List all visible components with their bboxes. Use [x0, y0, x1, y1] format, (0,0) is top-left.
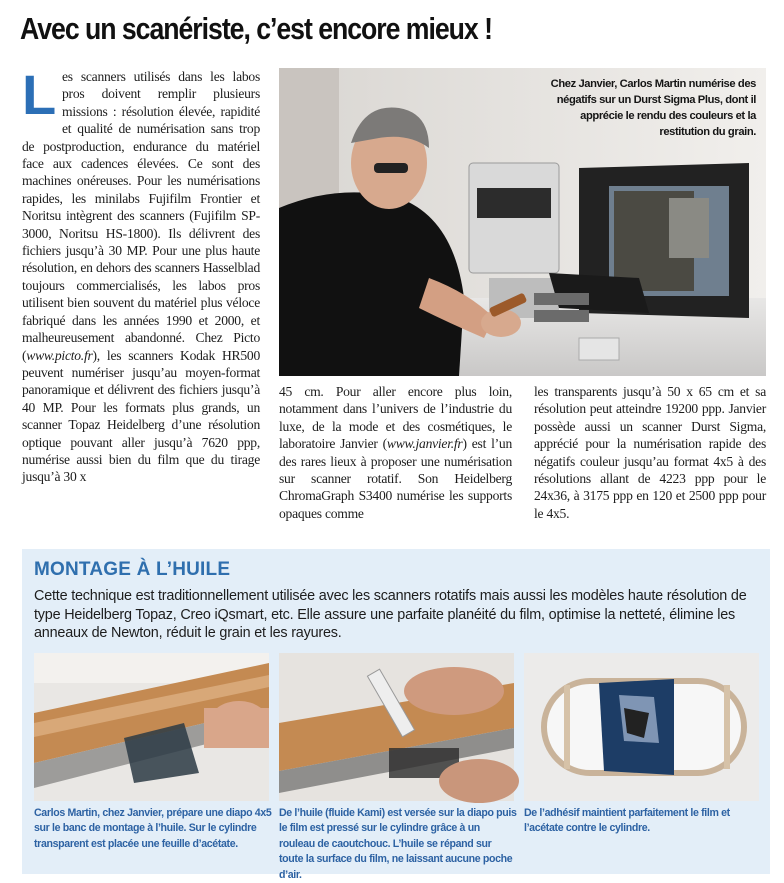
sidebar-caption-3: De l’adhésif maintient parfaitement le film et l’acétate contre le cylindre.	[524, 807, 730, 835]
mounting-bench-illustration	[34, 653, 269, 801]
article-column-2	[279, 383, 512, 522]
drop-cap: L	[22, 63, 56, 126]
column-2-text-after: ) est l’un des rares lieux à proposer une numérisation sur scanner rotatif. Son Heidelberg ChromaGraph S3400 numérise les supports opaques comme	[279, 436, 512, 521]
sidebar-caption-2: De l’huile (fluide Kami) est versée sur la diapo puis le film est pressé sur le cylindre grâce à un rouleau de caoutchouc. L’huile se répand sur toute la surface du film, ne laissant aucune poche d’air.	[279, 807, 517, 881]
sidebar-title: MONTAGE À L’HUILE	[34, 559, 231, 580]
picto-link[interactable]: www.picto.fr	[26, 347, 93, 363]
sidebar-photo-2	[279, 653, 514, 801]
column-3-text: les transparents jusqu’à 50 x 65 cm et sa résolution peut atteindre 19200 ppp. Janvier possède aussi un scanner Durst Sigma, apprécié pour la numérisation rapide des négatifs couleur jusqu’au format 4x5 à des résolutions allant de 4223 ppp pour le 24x36, à 3175 ppp en 120 et 2500 ppp pour le 4x5.	[534, 384, 766, 521]
sidebar-photo-1	[34, 653, 269, 801]
article-column-3	[534, 383, 766, 522]
sidebar-text: Cette technique est traditionnellement utilisée avec les scanners rotatifs mais aussi les modèles haute résolution de type Heidelberg Topaz, Creo iQsmart, etc. Elle assure une parfaite planéité du film, optimise la netteté, élimine les anneaux de Newton, réduit le grain et les rayures.	[34, 588, 747, 642]
janvier-link[interactable]: www.janvier.fr	[386, 436, 463, 452]
column-1-text-after: ), les scanners Kodak HR500 peuvent numériser jusqu’au moyen-format panoramique et délivrent des fichiers jusqu’à 40 MP. Pour les formats plus grands, un scanner Topaz Heidelberg d’une résolution optique pouvant aller jusqu’à 7620 ppp, numérise aussi bien du film que du tirage jusqu’à 30 x	[22, 347, 260, 485]
oil-mounting-sidebar	[22, 549, 770, 881]
oil-pouring-illustration	[279, 653, 514, 801]
cylinder-illustration	[524, 653, 759, 801]
sidebar-photo-3	[524, 653, 759, 801]
main-photo-caption: Chez Janvier, Carlos Martin numérise des négatifs sur un Durst Sigma Plus, dont il apprécie le rendu des couleurs et la restitution du grain.	[550, 78, 756, 138]
article-column-1	[22, 63, 260, 486]
article-headline: Avec un scanériste, c’est encore mieux !	[20, 11, 492, 46]
column-1-text: es scanners utilisés dans les labos pros doivent remplir plusieurs missions : résolution élevée, rapidité et qualité de numérisation sans trop de postproduction, endurance du matériel face aux cadences élevées. Ce sont des machines onéreuses. Pour les numérisations rapides, les minilabs Fujifilm Frontier et Noritsu intègrent des scanners (Fujifilm SP-3000, Noritsu HS-1800). Ils délivrent des fichiers jusqu’à 30 MP. Pour une plus haute résolution, en dehors des scanners Hasselblad toujours commercialisés, les labos pros utilisent bien souvent du matériel plus véloce fabriqué dans les années 1990 et 2000, et malheureusement abandonné. Chez Picto (	[22, 69, 260, 363]
column-2-text: 45 cm. Pour aller encore plus loin, notamment dans l’univers de l’industrie du luxe, de la mode et des cosmétiques, le laboratoire Janvier (	[279, 384, 512, 452]
sidebar-caption-1: Carlos Martin, chez Janvier, prépare une diapo 4x5 sur le banc de montage à l’huile. Sur le cylindre transparent est placée une feuille d’acétate.	[34, 807, 272, 850]
main-photo-scanner-operator	[279, 68, 766, 376]
